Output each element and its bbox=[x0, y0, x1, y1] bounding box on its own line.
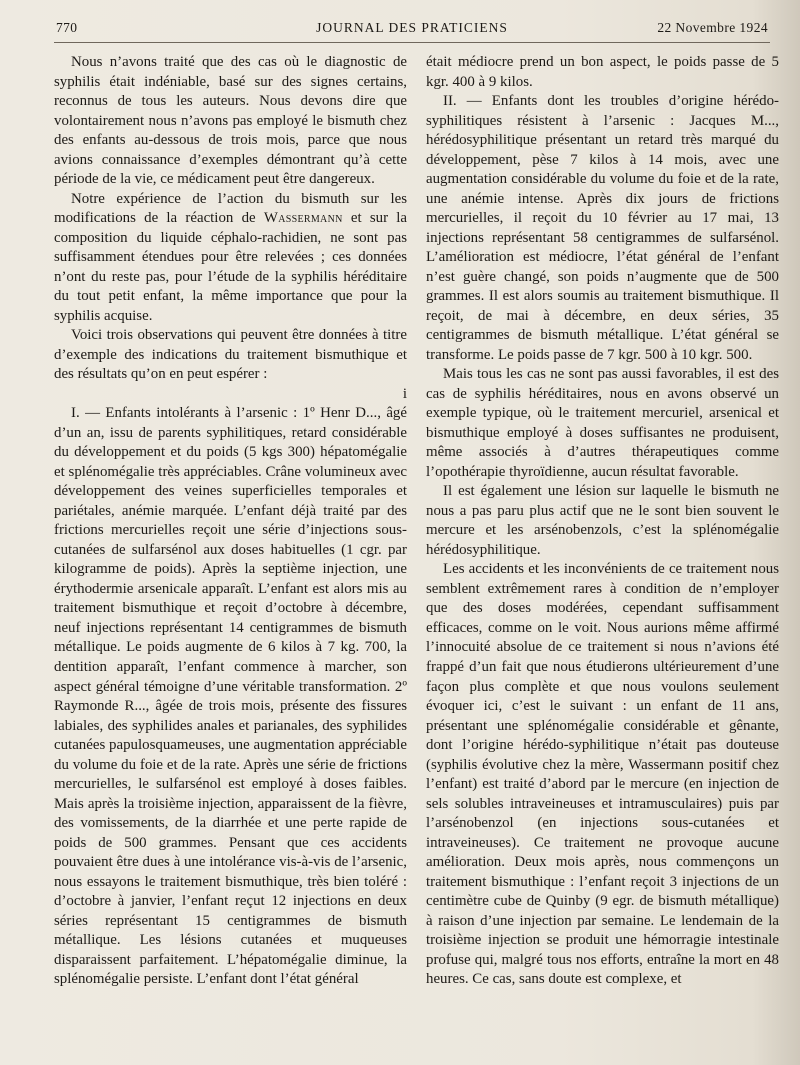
paragraph: II. — Enfants dont les troubles d’origine hérédo-syphilitiques résistent à l’arsenic : Jacques M..., hérédosyphilitique présentant un retard très marqué du développement, pèse 7 kilos à 14 mois, avec une augmentation considérable du volume du foie et de la rate, une anémie intense. Après dix jours de frictions mercurielles, il reçoit du 10 février au 17 mai, 13 injections représentant 58 centigrammes de sulfarsénol. L’amélioration est médiocre, l’état général de l’enfant n’est guère changé, son poids n’augmente que de 500 grammes. Il est alors soumis au traitement bismuthique. Il reçoit, de mai à décembre, en deux séries, 35 centigrammes de bismuth métallique. L’état général se transforme. Le poids passe de 7 kgr. 500 à 10 kgr. 500. bbox=[426, 93, 779, 363]
journal-title: JOURNAL DES PRATICIENS bbox=[316, 20, 508, 35]
paragraph: Voici trois observations qui peuvent être données à titre d’exemple des indications du traitement bismuthique et des résultats qu’on en peut espérer : bbox=[54, 327, 407, 383]
stray-mark: i bbox=[402, 385, 407, 402]
page-number: 770 bbox=[56, 20, 78, 35]
issue-date: 22 Novembre 1924 bbox=[657, 20, 768, 35]
paragraph: Il est également une lésion sur laquelle le bismuth ne nous a pas paru plus actif que ne le sont bien souvent le mercure et les arsénobenzols, c’est la splénomégalie hérédosyphilitique. bbox=[426, 483, 779, 558]
right-column bbox=[426, 53, 779, 990]
page-header bbox=[56, 20, 768, 40]
paragraph: I. — Enfants intolérants à l’arsenic : 1º Henr D..., âgé d’un an, issu de parents syphilitiques, retard considérable du développement et du poids (5 kgs 300) hépatomégalie et splénomégalie très appréciables. Crâne volumineux avec développement des veines superficielles temporales et pariétales, anémie marquée. L’enfant déjà traité par des frictions mercurielles reçoit une série d’injections sous-cutanées de sulfarsénol aux doses habituelles (1 cgr. par kilogramme de poids). Après la septième injection, une érythodermie arsenicale apparaît. L’enfant est alors mis au traitement bismuthique et reçoit d’octobre à décembre, neuf injections représentant 14 centigrammes de bismuth métallique. Le poids augmente de 6 kilos à 7 kg. 700, la dentition apparaît, l’enfant commence à marcher, son aspect général témoigne d’une véritable transformation. 2º Raymonde R..., âgée de trois mois, présente des fissures labiales, des syphilides anales et parianales, des syphilides cutanées papulosquameuses, une augmentation appréciable du volume du foie et de la rate. Après une série de frictions mercurielles, le sulfarsénol est employé à doses faibles. Mais après la troisième injection, apparaissent de la fièvre, des vomissements, de la diarrhée et une perte rapide de poids de 500 grammes. Pensant que ces accidents pouvaient être dues à une intolérance vis-à-vis de l’arsenic, nous essayons le traitement bismuthique, très bien toléré : d’octobre à janvier, l’enfant reçut 12 injections en deux séries représentant 15 centigrammes de bismuth métallique. Les lésions cutanées et muqueuses disparaissent parfaitement. L’hépatomégalie diminue, la splénomégalie persiste. L’enfant dont l’état général bbox=[54, 405, 407, 988]
paragraph: Notre expérience de l’action du bismuth sur les modifications de la réaction de Wassermann et sur la composition du liquide céphalo-rachidien, ne sont pas suffisamment étendues pour être relevées ; ces données n’ont du reste pas, pour l’étude de la syphilis héréditaire du tout petit enfant, la même importance que pour la syphilis acquise. bbox=[54, 190, 408, 324]
paragraph: Mais tous les cas ne sont pas aussi favorables, il est des cas de syphilis héréditaires, nous en avons observé un exemple typique, où le traitement mercuriel, arsenical et bismuthique employé à doses suffisantes ne produisent, même associés à d’autres thérapeutiques comme l’opothérapie thyroïdienne, aucun résultat favorable. bbox=[426, 366, 779, 480]
header-rule bbox=[54, 42, 770, 43]
paragraph: était médiocre prend un bon aspect, le poids passe de 5 kgr. 400 à 9 kilos. bbox=[426, 54, 779, 90]
paragraph: Nous n’avons traité que des cas où le diagnostic de syphilis était indéniable, basé sur des signes certains, reconnus de tous les auteurs. Nous devons dire que volontairement nous n’avons pas employé le bismuth chez des enfants au-dessous de trois mois, parce que nous avions connaissance d’exemples démontrant qu’à cette période de la vie, ce médicament peut être dangereux. bbox=[54, 54, 407, 188]
left-column bbox=[54, 53, 407, 990]
wassermann-name: Wassermann bbox=[263, 210, 343, 227]
paragraph: Les accidents et les inconvénients de ce traitement nous semblent extrêmement rares à condition de n’employer que des doses modérées, cependant suffisamment efficaces, comme on le voit. Nous aurions même affirmé l’innocuité absolue de ce traitement si nous n’avions été frappé d’un fait que nous étudierons ultérieurement d’une façon plus complète et que nous voulons seulement évoquer ici, c’est le suivant : un enfant de 11 ans, présentant une splénomégalie considérable et gênante, dont l’origine hérédo-syphilitique n’était pas douteuse (syphilis évolutive chez la mère, Wassermann positif chez l’enfant) est traité d’abord par le mercure (en injection de sels solubles intraveineuses et intramusculaires) puis par l’arsénobenzol (en injections sous-cutanées et intraveineuses). Ce traitement ne provoque aucune amélioration. Deux mois après, nous commençons un traitement bismuthique : l’enfant reçoit 3 injections de un centimètre cube de Quinby (9 egr. de bismuth métallique) à raison d’une injection par semaine. Le lendemain de la troisième injection se produit une hémorragie intestinale profuse qui, malgré tous nos efforts, entraîne la mort en 48 heures. Ce cas, sans doute est complexe, et bbox=[426, 561, 779, 988]
